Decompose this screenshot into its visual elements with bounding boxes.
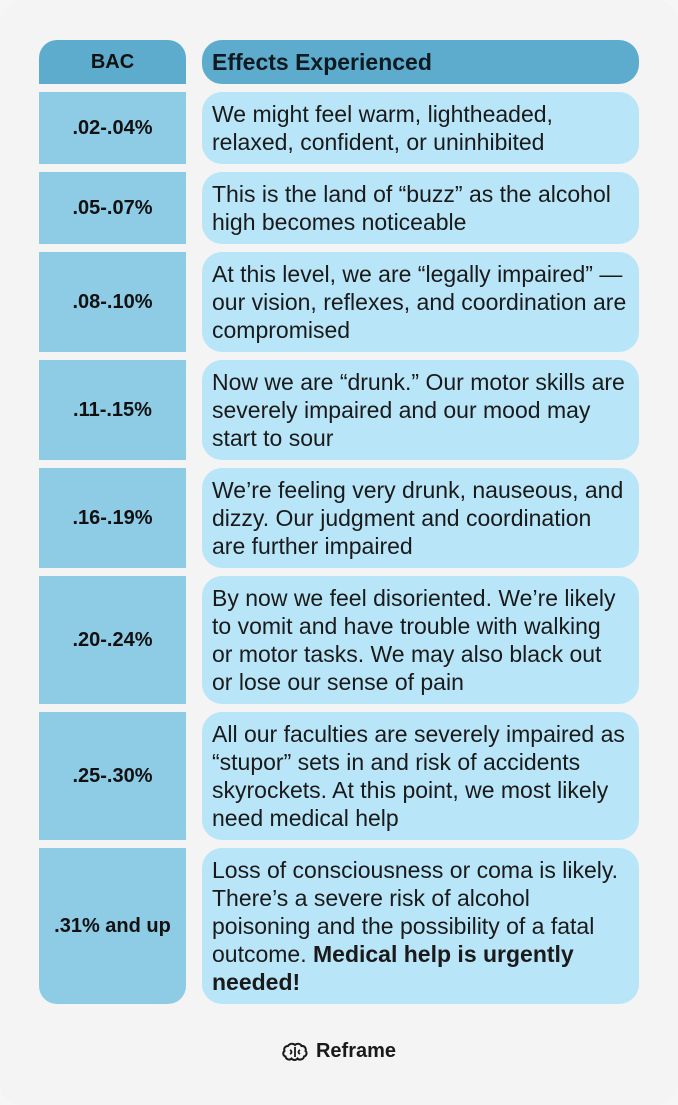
bac-table [39,40,639,1012]
effect-text: All our faculties are severely impaired as “stupor” sets in and risk of accidents skyrockets. At this point, we most likely need medical help [202,712,639,840]
table-row [39,92,639,164]
brand-logo [0,1040,678,1063]
bac-range: .05-.07% [39,172,186,244]
brain-icon [282,1042,308,1062]
table-row [39,848,639,1004]
table-row [39,172,639,244]
table-row [39,712,639,840]
table-header [39,40,639,84]
effect-text: By now we feel disoriented. We’re likely to vomit and have trouble with walking or motor tasks. We may also black out or lose our sense of pain [202,576,639,704]
bac-column-header: BAC [39,40,186,84]
brand-name: Reframe [315,1040,397,1062]
bac-range: .08-.10% [39,252,186,352]
table-row [39,252,639,352]
effect-text: We might feel warm, lightheaded, relaxed, confident, or uninhibited [202,92,639,164]
bac-range: .25-.30% [39,712,186,840]
effects-column-header: Effects Experienced [202,40,639,84]
effect-text: Now we are “drunk.” Our motor skills are severely impaired and our mood may start to sour [202,360,639,460]
table-row [39,360,639,460]
bac-range: .11-.15% [39,360,186,460]
bac-range: .16-.19% [39,468,186,568]
effect-text: We’re feeling very drunk, nauseous, and dizzy. Our judgment and coordination are further impaired [202,468,639,568]
effect-text: At this level, we are “legally impaired” — our vision, reflexes, and coordination are compromised [202,252,639,352]
bac-range: .02-.04% [39,92,186,164]
bac-range: .20-.24% [39,576,186,704]
table-row [39,468,639,568]
table-row [39,576,639,704]
effect-text: Loss of consciousness or coma is likely. There’s a severe risk of alcohol poisoning and the possibility of a fatal outcome. Medical help is urgently needed! [202,848,639,1004]
urgent-warning: Medical help is urgently needed! [212,941,574,995]
effect-text: This is the land of “buzz” as the alcohol high becomes noticeable [202,172,639,244]
bac-range: .31% and up [39,848,186,1004]
